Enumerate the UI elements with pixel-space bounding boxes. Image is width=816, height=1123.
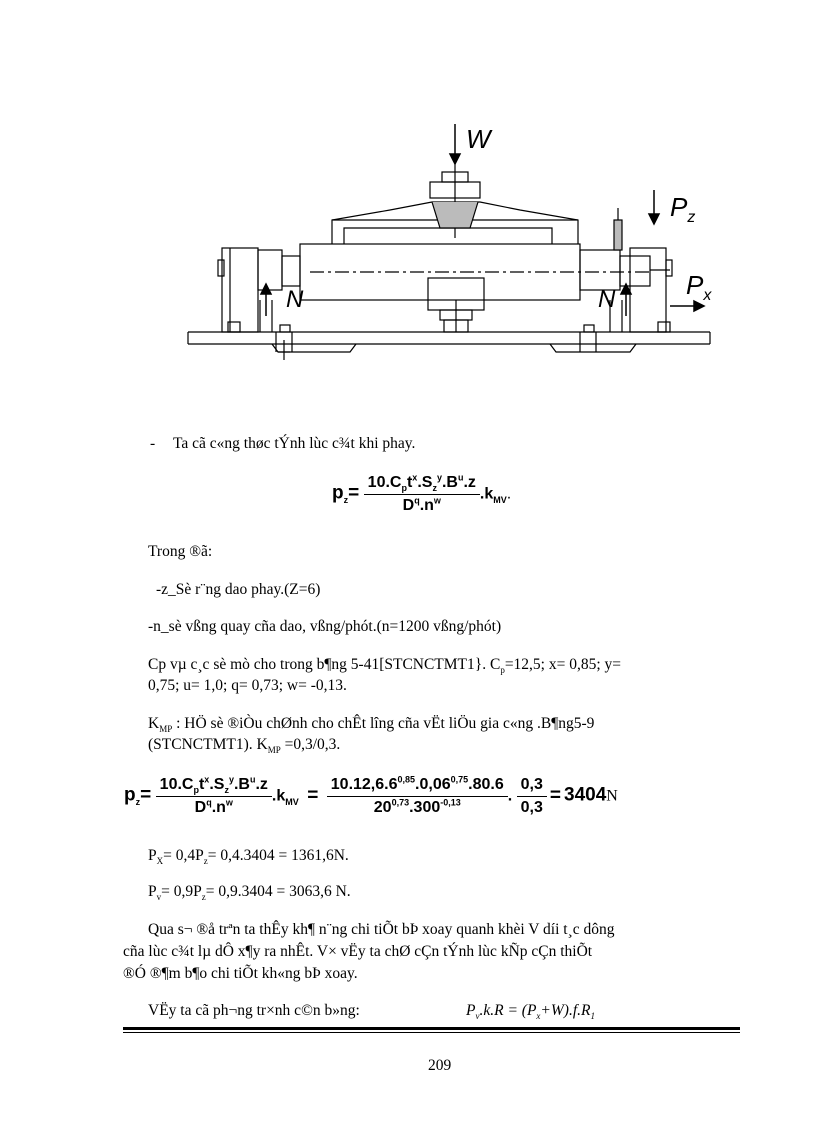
formula-pz: $p_z=$ $\frac{10.C_pt^x.S_z^y.B^u.z}{D^q.n^w}$ $.k_{MV}$. bbox=[332, 472, 512, 514]
cp-line-2: 0,75; u= 1,0; q= 0,73; w= -0,13. bbox=[148, 677, 347, 694]
qua-para-line-2: cña lùc c¾t lµ dÔ x¶y ra nhÊt. V× vËy ta chØ cÇn tÝnh lùc kÑp cÇn thiÕt bbox=[123, 943, 593, 960]
formula-pz-computed: $p_z=$ $\frac{10.C_pt^x.S_z^y.B^u.z}{D^q.n^w}$ $.k_{MV}$ = $\frac{10.12,6.6^{0,85}.0,06^{0,75}.80.6}{20^{0,73}.300^{-0,13}}$ . $\frac{0,3}{0,3}$ = 3404N bbox=[124, 774, 618, 816]
formula2-fraction-3: $\frac{0,3}{0,3}$ bbox=[517, 776, 547, 817]
px-line: $P_X= 0,4P_z= 0,4.3404 = 1361,6N$. bbox=[148, 847, 349, 867]
qua-para-line-3: ®Ó ®¶m b¶o chi tiÕt kh«ng bÞ xoay. bbox=[123, 965, 358, 982]
footer-rule-thick bbox=[123, 1027, 740, 1030]
n-line-text: -n_sè vßng quay cña dao, vßng/phót.(n=1200 vßng/phót) bbox=[148, 618, 502, 635]
formula2-fraction-1: $\frac{10.C_pt^x.S_z^y.B^u.z}{D^q.n^w}$ bbox=[156, 776, 272, 817]
pv-line: $P_v= 0,9P_z= 0,9.3404 = 3063,6$ N. bbox=[148, 883, 351, 903]
bullet-text: Ta cã c«ng thøc tÝnh lùc c¾t khi phay. bbox=[173, 435, 416, 452]
bullet-marker: - bbox=[150, 435, 156, 452]
z-line-text: -z_Sè r¨ng dao phay.(Z=6) bbox=[156, 581, 321, 598]
equilibrium-text: VËy ta cã ph¬ng tr×nh c©n b»ng: bbox=[148, 1002, 360, 1019]
formula-pz-numerator: $10.C_pt^x.S_z^y.B^u.z$ bbox=[364, 474, 480, 495]
kmp-line-2: (STCNCTMT1). $K_{MP} =0,3/0,3$. bbox=[148, 736, 341, 756]
formula-pz-denominator: $D^q.n^w$ bbox=[402, 495, 441, 514]
reaction-left-label: N bbox=[286, 286, 304, 313]
force-w-label: W bbox=[466, 124, 491, 154]
force-pz-label: $P_z$ bbox=[670, 192, 696, 227]
fixture-diagram bbox=[180, 120, 740, 370]
cp-line-1: Cp vµ c¸c sè mò cho trong b¶ng 5-41[STCNCTMT1}. $C_p=12,5$; x= 0,85; y= bbox=[148, 656, 622, 676]
footer-rule-thin bbox=[123, 1032, 740, 1033]
page-number: 209 bbox=[428, 1057, 452, 1074]
formula-pz-fraction bbox=[364, 474, 480, 515]
trong-do-text: Trong ®ã: bbox=[148, 543, 213, 560]
kmp-line-1: $K_{MP}$ : HÖ sè ®iÒu chØnh cho chÊt lîng cña vËt liÖu gia c«ng .B¶ng5-9 bbox=[148, 715, 595, 735]
qua-para-line-1: Qua s¬ ®å trªn ta thÊy kh¶ n¨ng chi tiÕt bÞ xoay quanh khèi V díi t¸c dông bbox=[148, 921, 615, 938]
force-px-label: $P_x$ bbox=[686, 270, 712, 305]
equilibrium-equation: $P_v.k.R = (P_x+W).f.R_1$ bbox=[466, 1002, 595, 1022]
reaction-right-label: N bbox=[598, 286, 616, 313]
formula2-fraction-2: $\frac{10.12,6.6^{0,85}.0,06^{0,75}.80.6}{20^{0,73}.300^{-0,13}}$ bbox=[327, 776, 508, 817]
